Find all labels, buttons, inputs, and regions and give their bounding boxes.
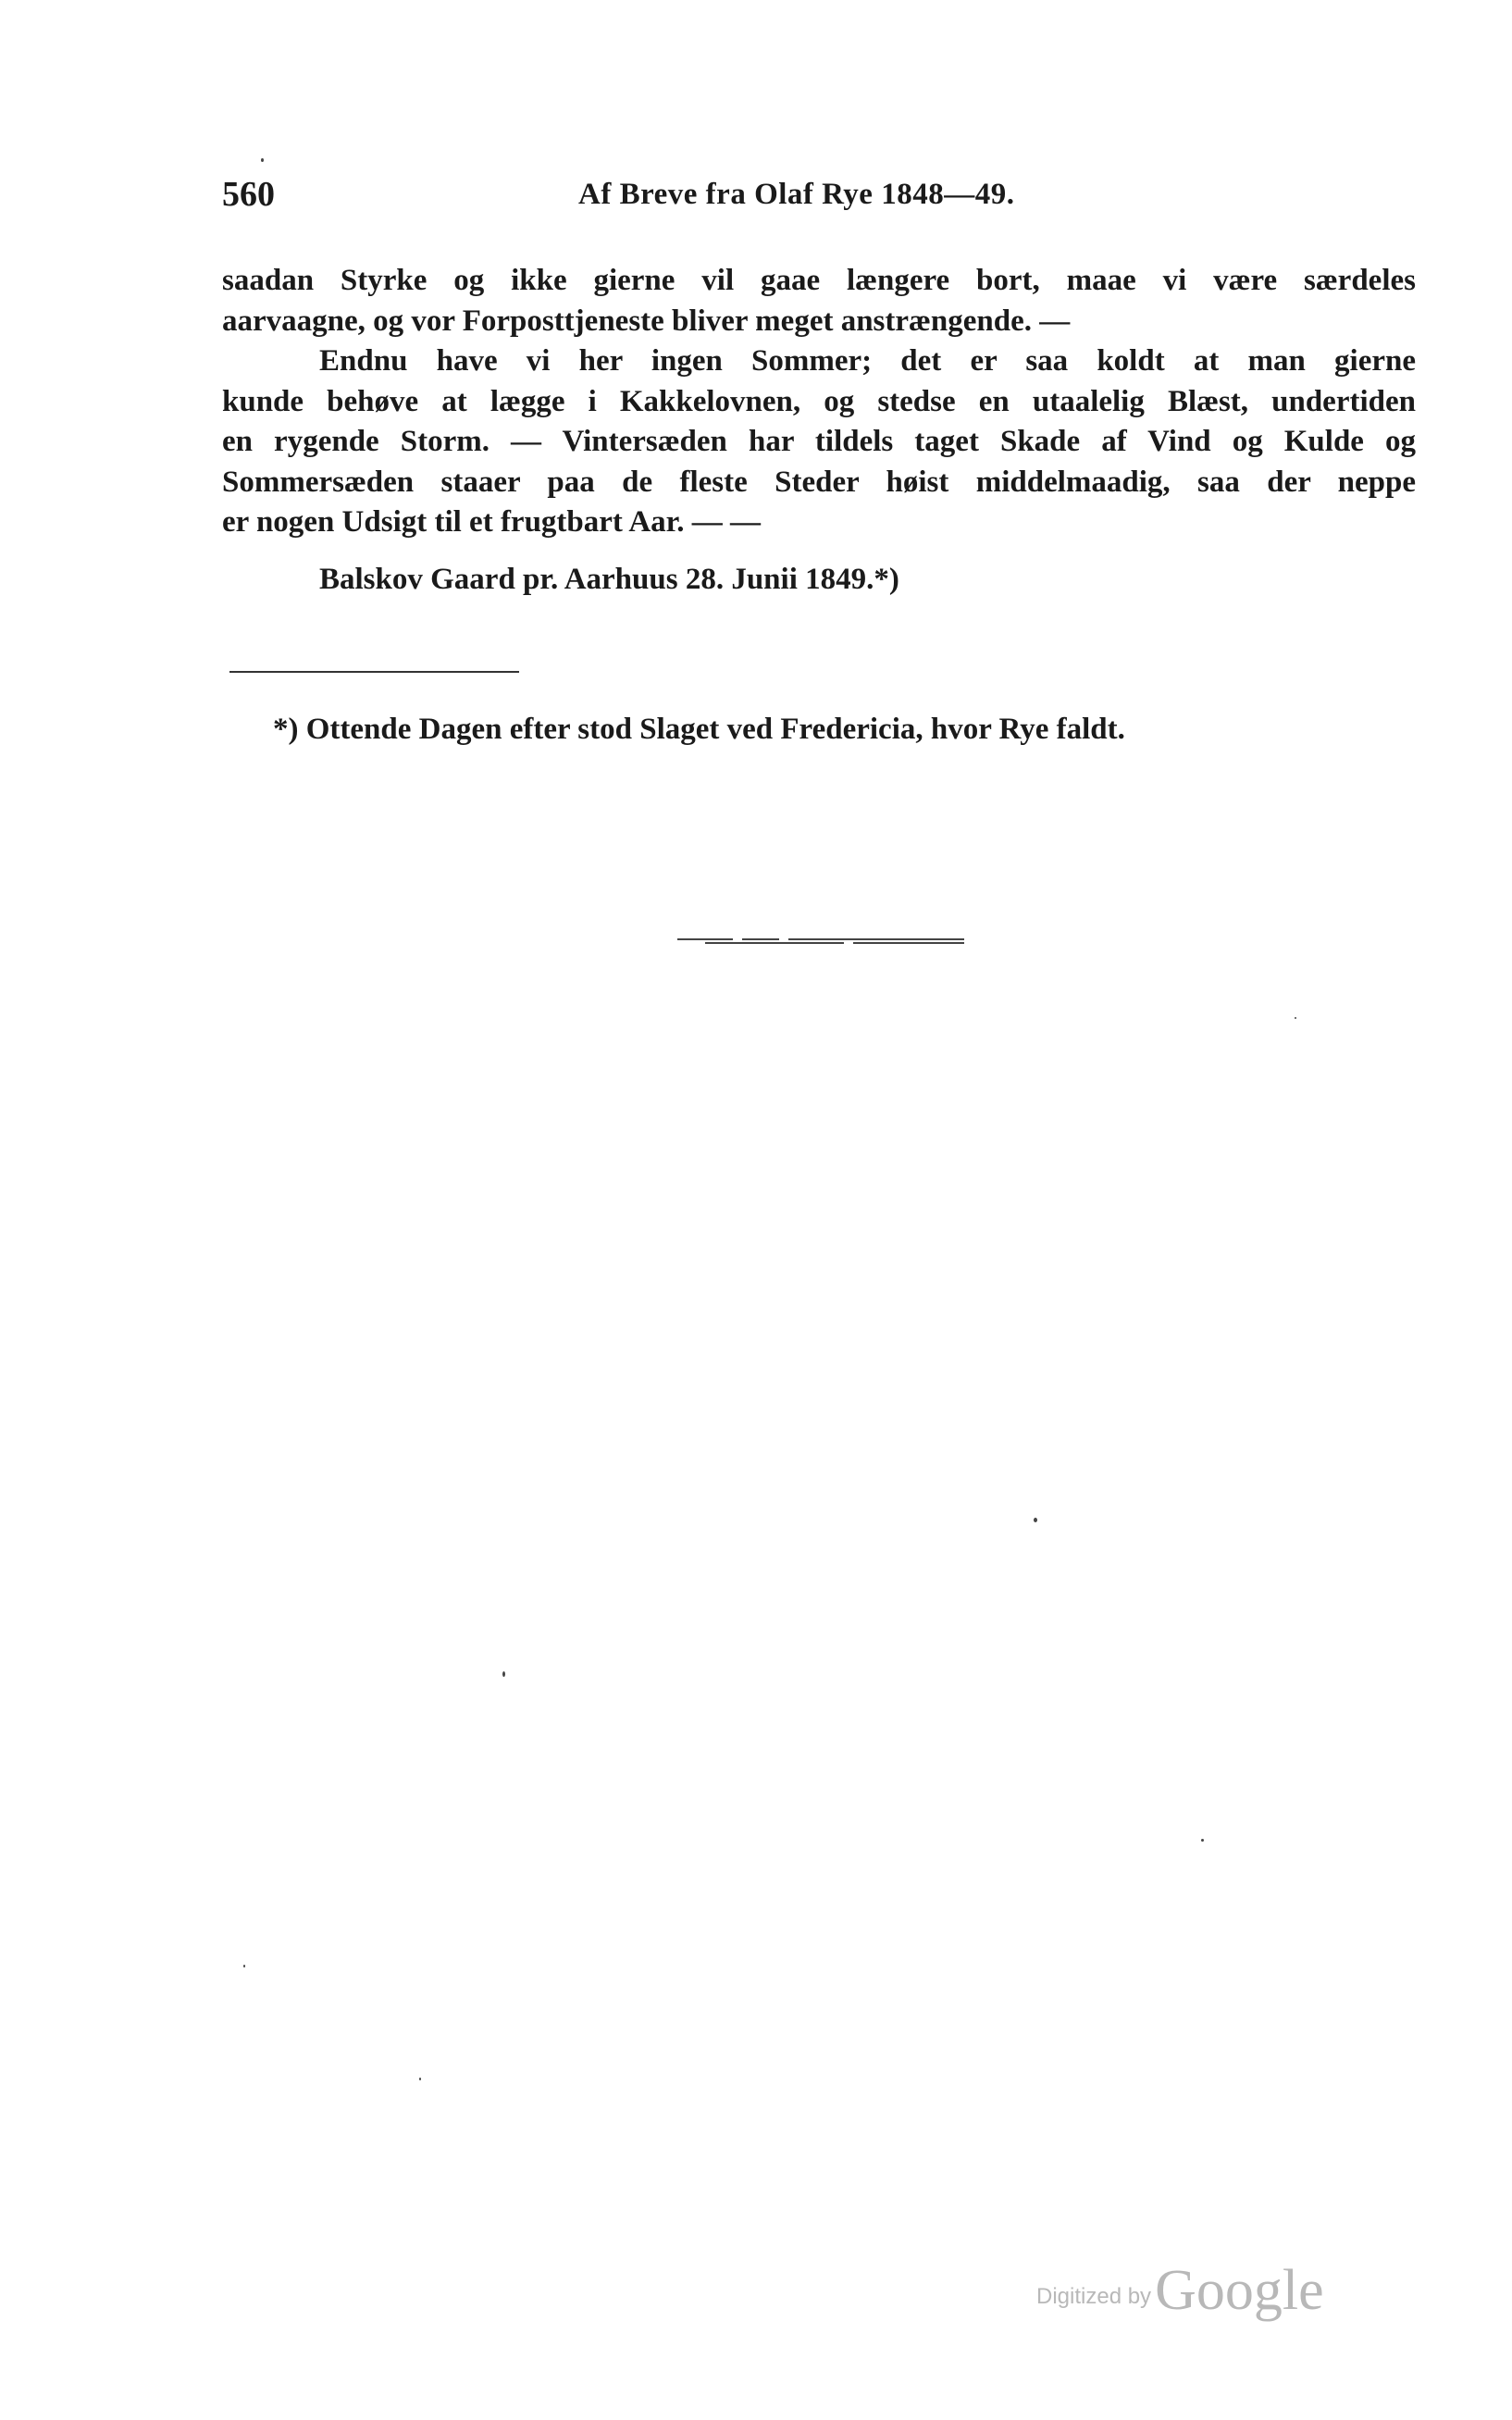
google-logo-text: Google [1155, 2259, 1324, 2322]
footnote-divider [229, 671, 519, 673]
body-line: saadan Styrke og ikke gierne vil gaae længere bort, maae vi være særdeles [222, 264, 1416, 297]
running-head: Af Breve fra Olaf Rye 1848—49. [578, 178, 1015, 211]
print-speck [243, 1965, 245, 1967]
print-speck [261, 158, 264, 162]
watermark-prefix: Digitized by [1036, 2284, 1152, 2309]
page-header [222, 174, 1416, 220]
body-line: Sommersæden staaer paa de fleste Steder høist middelmaadig, saa der neppe [222, 465, 1416, 499]
body-line: kunde behøve at lægge i Kakkelovnen, og stedse en utaalelig Blæst, undertiden [222, 384, 1416, 418]
body-line: er nogen Udsigt til et frugtbart Aar. — — [222, 505, 762, 539]
page-number: 560 [222, 175, 275, 214]
print-speck [1034, 1518, 1037, 1522]
body-text [222, 261, 1416, 543]
print-speck [419, 2078, 421, 2080]
end-ornament-rule [677, 938, 967, 944]
digitized-by-google-watermark [1036, 2258, 1324, 2324]
print-speck [1295, 1017, 1296, 1019]
dateline: Balskov Gaard pr. Aarhuus 28. Junii 1849.*) [319, 563, 899, 596]
print-speck [1201, 1839, 1204, 1842]
footnote: *) Ottende Dagen efter stod Slaget ved Fredericia, hvor Rye faldt. [273, 713, 1125, 746]
print-speck [502, 1671, 505, 1677]
body-line: aarvaagne, og vor Forposttjeneste bliver meget anstrængende. — [222, 304, 1071, 338]
body-line: en rygende Storm. — Vintersæden har tildels taget Skade af Vind og Kulde og [222, 425, 1416, 458]
body-line: Endnu have vi her ingen Sommer; det er saa koldt at man gierne [319, 344, 1416, 378]
